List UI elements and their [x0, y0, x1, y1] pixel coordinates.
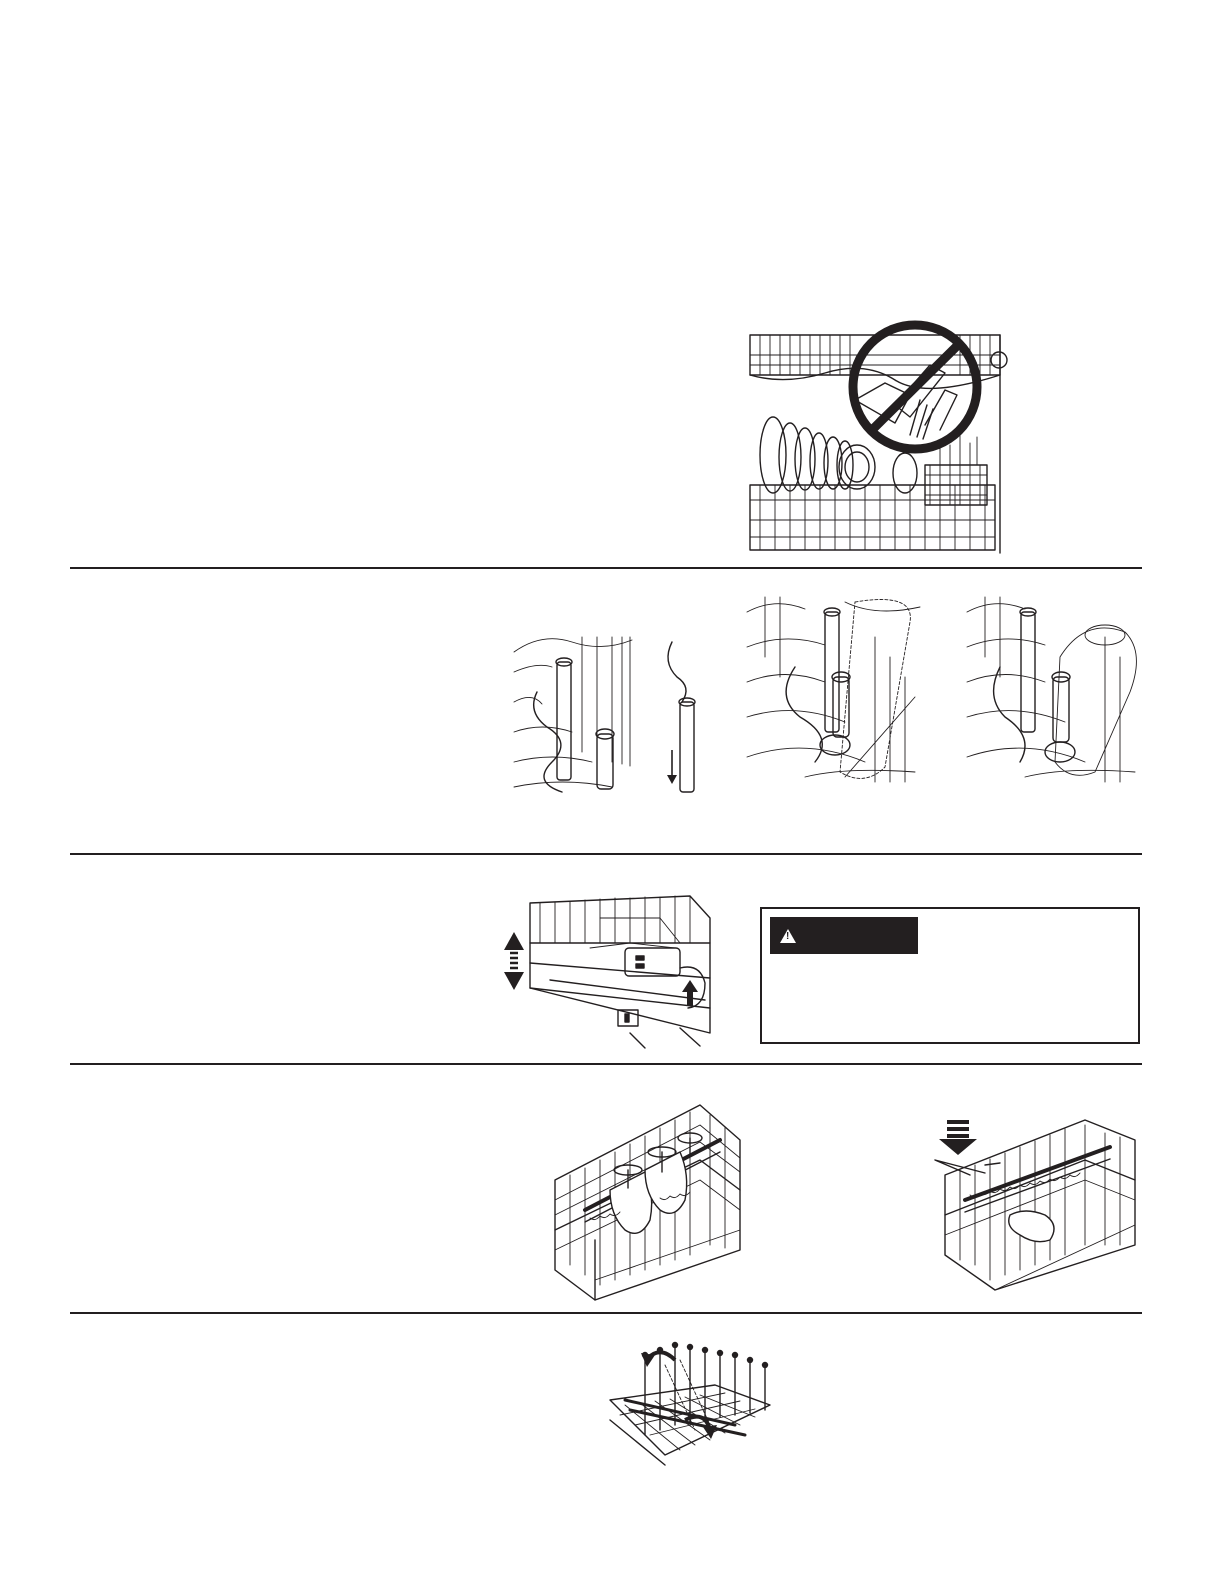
section-divider: [70, 853, 1142, 855]
prohibited-icon: [853, 325, 977, 449]
down-arrow-icon: [667, 750, 677, 784]
section-divider: [70, 1312, 1142, 1314]
warning-triangle-icon: !: [780, 929, 796, 943]
section-divider: [70, 1063, 1142, 1065]
up-down-arrow-icon: [504, 932, 524, 990]
loaded-rack-prohibited-illustration: [745, 305, 1010, 555]
down-arrow-icon: [939, 1120, 977, 1155]
tine-with-bottle-tilted-illustration: [965, 597, 1140, 782]
warning-box: [760, 907, 1140, 1044]
stemware-shelf-fold-illustration: [935, 1115, 1140, 1290]
stemware-shelf-with-glasses-illustration: [550, 1100, 745, 1305]
fold-down-tines-illustration: [605, 1325, 775, 1467]
warning-label: [770, 917, 918, 954]
rack-height-adjuster-illustration: [500, 888, 715, 1050]
tine-with-bottle-illustration: [745, 597, 920, 782]
rotate-arrow-icon: [641, 1352, 675, 1367]
section-divider: [70, 567, 1142, 569]
tine-removal-illustration: [512, 632, 707, 794]
up-arrow-icon: [682, 980, 698, 1006]
